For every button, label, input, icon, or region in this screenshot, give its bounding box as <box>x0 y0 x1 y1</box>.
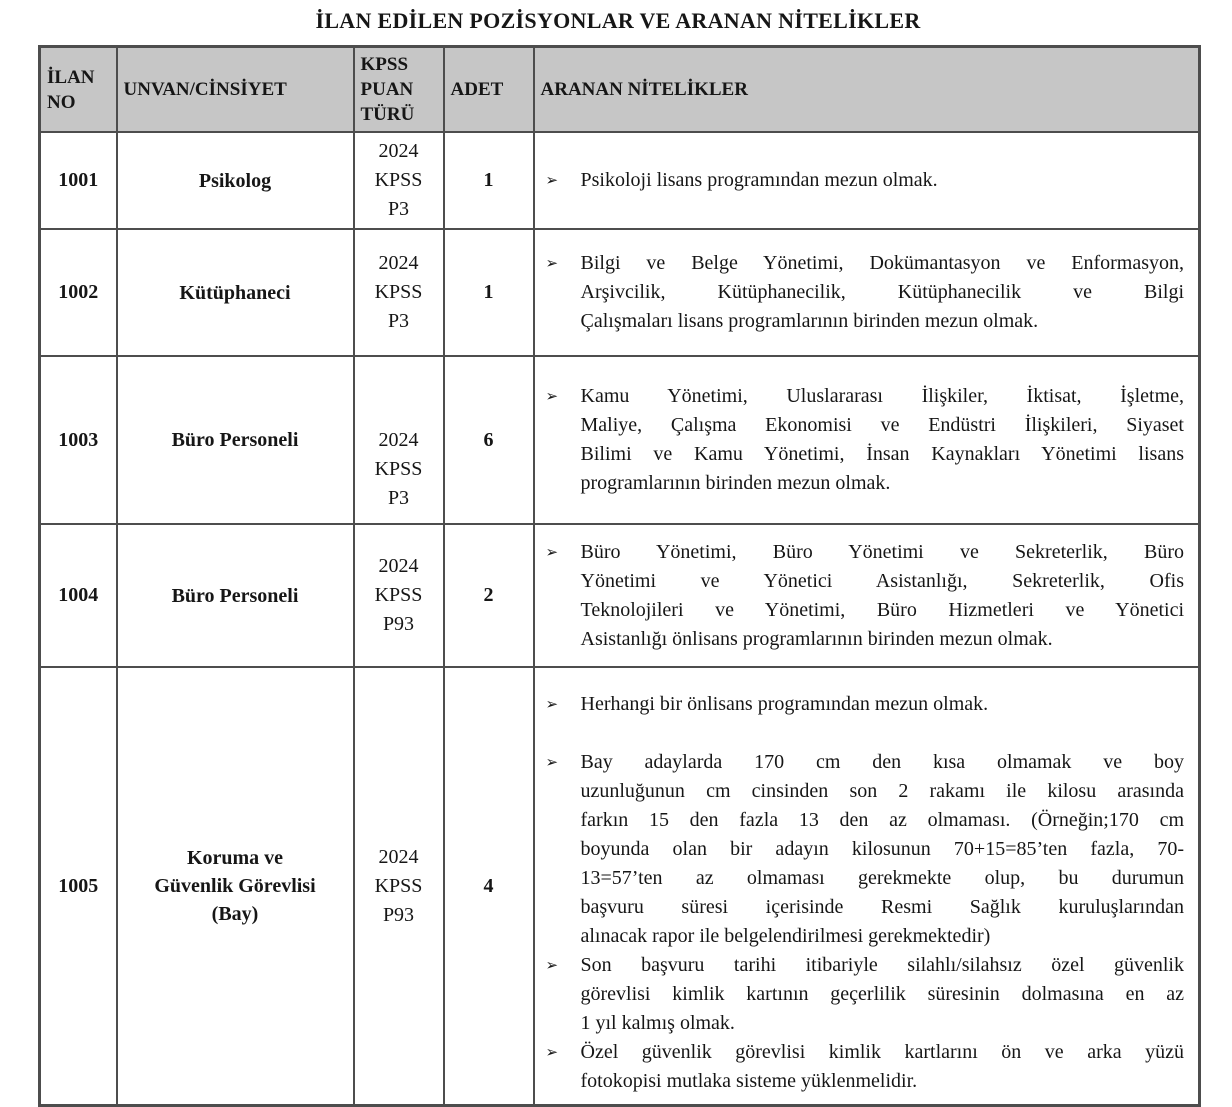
requirement-text <box>581 249 1185 336</box>
bullet-arrow-icon: ➢ <box>545 542 559 561</box>
requirement-text <box>581 538 1185 654</box>
kpss-line: 2024 <box>378 555 419 577</box>
kpss-line: P3 <box>387 487 410 509</box>
bullet-arrow-icon: ➢ <box>545 753 559 771</box>
nitelikler-cell <box>534 229 1200 356</box>
page-title: İLAN EDİLEN POZİSYONLAR VE ARANAN NİTELİKLER <box>315 8 921 33</box>
requirement-item <box>543 951 1185 1038</box>
requirement-line: Büro Yönetimi, Büro Yönetimi ve Sekreterlik, Büro <box>580 540 1184 563</box>
unvan-cell <box>117 356 354 524</box>
ilan-no-cell: 1003 <box>40 356 117 524</box>
requirement-line: programlarının birinden mezun olmak. <box>580 472 891 494</box>
ilan-no-cell: 1004 <box>40 524 117 667</box>
requirement-line: Herhangi bir önlisans programından mezun olmak. <box>580 693 989 715</box>
adet-cell: 2 <box>444 524 534 667</box>
ilan-no-cell: 1001 <box>40 132 117 229</box>
kpss-cell <box>354 132 444 229</box>
nitelikler-cell <box>534 667 1200 1106</box>
unvan-line: Koruma ve <box>186 847 284 869</box>
kpss-line: KPSS <box>374 458 423 480</box>
nitelikler-cell <box>534 356 1200 524</box>
unvan-line: Büro Personeli <box>171 584 299 607</box>
requirement-text <box>581 1038 1185 1096</box>
bullet-arrow-icon: ➢ <box>545 1043 559 1061</box>
table-row <box>40 667 1200 1106</box>
kpss-line: P3 <box>387 198 410 220</box>
requirement-line: Son başvuru tarihi itibariyle silahlı/silahsız özel güvenlik <box>580 954 1184 976</box>
requirement-item <box>543 690 1185 719</box>
kpss-line: KPSS <box>374 281 423 303</box>
requirement-line: alınacak rapor ile belgelendirilmesi gerekmektedir) <box>580 925 991 947</box>
kpss-line: KPSS <box>374 169 423 191</box>
table-row <box>40 356 1200 524</box>
col-header-adet: ADET <box>444 47 534 133</box>
requirement-line: Bilgi ve Belge Yönetimi, Dokümantasyon ve Enformasyon, <box>580 252 1184 274</box>
kpss-line: 2024 <box>378 845 419 868</box>
unvan-line: Kütüphaneci <box>179 281 291 304</box>
requirement-text <box>581 748 1185 951</box>
requirement-line: uzunluğunun cm cinsinden son 2 rakamı ile kilosu arasında <box>580 780 1184 802</box>
requirement-item <box>543 748 1185 951</box>
col-header-unvan-cinsiyet: UNVAN/CİNSİYET <box>117 47 354 133</box>
nitelikler-cell <box>534 524 1200 667</box>
unvan-line: Büro Personeli <box>171 429 299 451</box>
kpss-line: KPSS <box>374 874 423 897</box>
ilan-no-cell: 1002 <box>40 229 117 356</box>
requirement-text <box>581 382 1185 498</box>
requirement-text <box>581 951 1185 1038</box>
requirement-text <box>581 690 1185 719</box>
unvan-line: Güvenlik Görevlisi <box>154 875 316 897</box>
requirement-line: 13=57’ten az olmaması gerekmekte olup, bu durumun <box>580 867 1184 889</box>
adet-cell: 6 <box>444 356 534 524</box>
kpss-cell <box>354 524 444 667</box>
requirement-line: boyunda olan bir adayın kilosunun 70+15=85’ten fazla, 70- <box>580 838 1184 860</box>
bullet-arrow-icon: ➢ <box>545 254 559 272</box>
requirement-item <box>543 249 1185 336</box>
requirement-line: Bay adaylarda 170 cm den kısa olmamak ve boy <box>580 751 1184 773</box>
requirement-line: Maliye, Çalışma Ekonomisi ve Endüstri İlişkileri, Siyaset <box>580 414 1184 436</box>
requirement-line: Asistanlığı önlisans programlarının birinden mezun olmak. <box>580 627 1053 650</box>
unvan-line: (Bay) <box>211 903 259 925</box>
kpss-line: P93 <box>382 613 415 635</box>
kpss-cell <box>354 667 444 1106</box>
kpss-line: P3 <box>387 310 410 332</box>
ilan-no-cell: 1005 <box>40 667 117 1106</box>
requirement-line: farkın 15 den fazla 13 den az olmaması. (Örneğin;170 cm <box>580 809 1184 831</box>
requirement-line: Özel güvenlik görevlisi kimlik kartlarını ön ve arka yüzü <box>580 1041 1184 1063</box>
requirement-line: Psikoloji lisans programından mezun olmak. <box>580 169 938 191</box>
requirement-line: Teknolojileri ve Yönetimi, Büro Hizmetleri ve Yönetici <box>580 598 1184 621</box>
requirement-line: başvuru süresi içerisinde Resmi Sağlık kuruluşlarından <box>580 896 1184 918</box>
bullet-arrow-icon: ➢ <box>545 387 559 405</box>
kpss-line: 2024 <box>378 252 419 274</box>
bullet-arrow-icon: ➢ <box>545 956 559 974</box>
col-header-ilan-no: İLAN NO <box>40 47 117 133</box>
unvan-cell <box>117 524 354 667</box>
requirement-item <box>543 538 1185 654</box>
unvan-cell <box>117 667 354 1106</box>
bullet-arrow-icon: ➢ <box>545 171 559 189</box>
kpss-line: KPSS <box>374 584 423 606</box>
col-header-kpss-puan-turu: KPSS PUAN TÜRÜ <box>354 47 444 133</box>
adet-cell: 1 <box>444 132 534 229</box>
adet-cell: 4 <box>444 667 534 1106</box>
table-row <box>40 229 1200 356</box>
requirement-line: Çalışmaları lisans programlarının birinden mezun olmak. <box>580 310 1039 332</box>
kpss-line: P93 <box>382 903 415 926</box>
adet-cell: 1 <box>444 229 534 356</box>
nitelikler-cell <box>534 132 1200 229</box>
requirement-line: Arşivcilik, Kütüphanecilik, Kütüphanecilik ve Bilgi <box>580 281 1184 303</box>
requirement-line: Bilimi ve Kamu Yönetimi, İnsan Kaynakları Yönetimi lisans <box>580 443 1184 465</box>
requirement-line: Yönetimi ve Yönetici Asistanlığı, Sekreterlik, Ofis <box>580 569 1184 592</box>
requirement-line: Kamu Yönetimi, Uluslararası İlişkiler, İktisat, İşletme, <box>580 385 1184 407</box>
requirement-line: 1 yıl kalmış olmak. <box>580 1012 735 1034</box>
unvan-cell <box>117 132 354 229</box>
requirement-item <box>543 382 1185 498</box>
requirement-text <box>581 166 1185 195</box>
requirement-line: görevlisi kimlik kartının geçerlilik süresinin dolmasına en az <box>580 983 1184 1005</box>
kpss-line: 2024 <box>378 429 419 451</box>
bullet-arrow-icon: ➢ <box>545 695 559 713</box>
unvan-cell <box>117 229 354 356</box>
col-header-aranan-nitelikler: ARANAN NİTELİKLER <box>534 47 1200 133</box>
requirement-line: fotokopisi mutlaka sisteme yüklenmelidir. <box>580 1070 918 1092</box>
table-header-row <box>40 47 1200 133</box>
table-row <box>40 132 1200 229</box>
unvan-line: Psikolog <box>198 169 272 192</box>
requirement-item <box>543 1038 1185 1096</box>
requirement-item <box>543 166 1185 195</box>
kpss-line: 2024 <box>378 140 419 162</box>
table-row <box>40 524 1200 667</box>
kpss-cell <box>354 229 444 356</box>
kpss-cell <box>354 356 444 524</box>
positions-table <box>38 45 1201 1107</box>
